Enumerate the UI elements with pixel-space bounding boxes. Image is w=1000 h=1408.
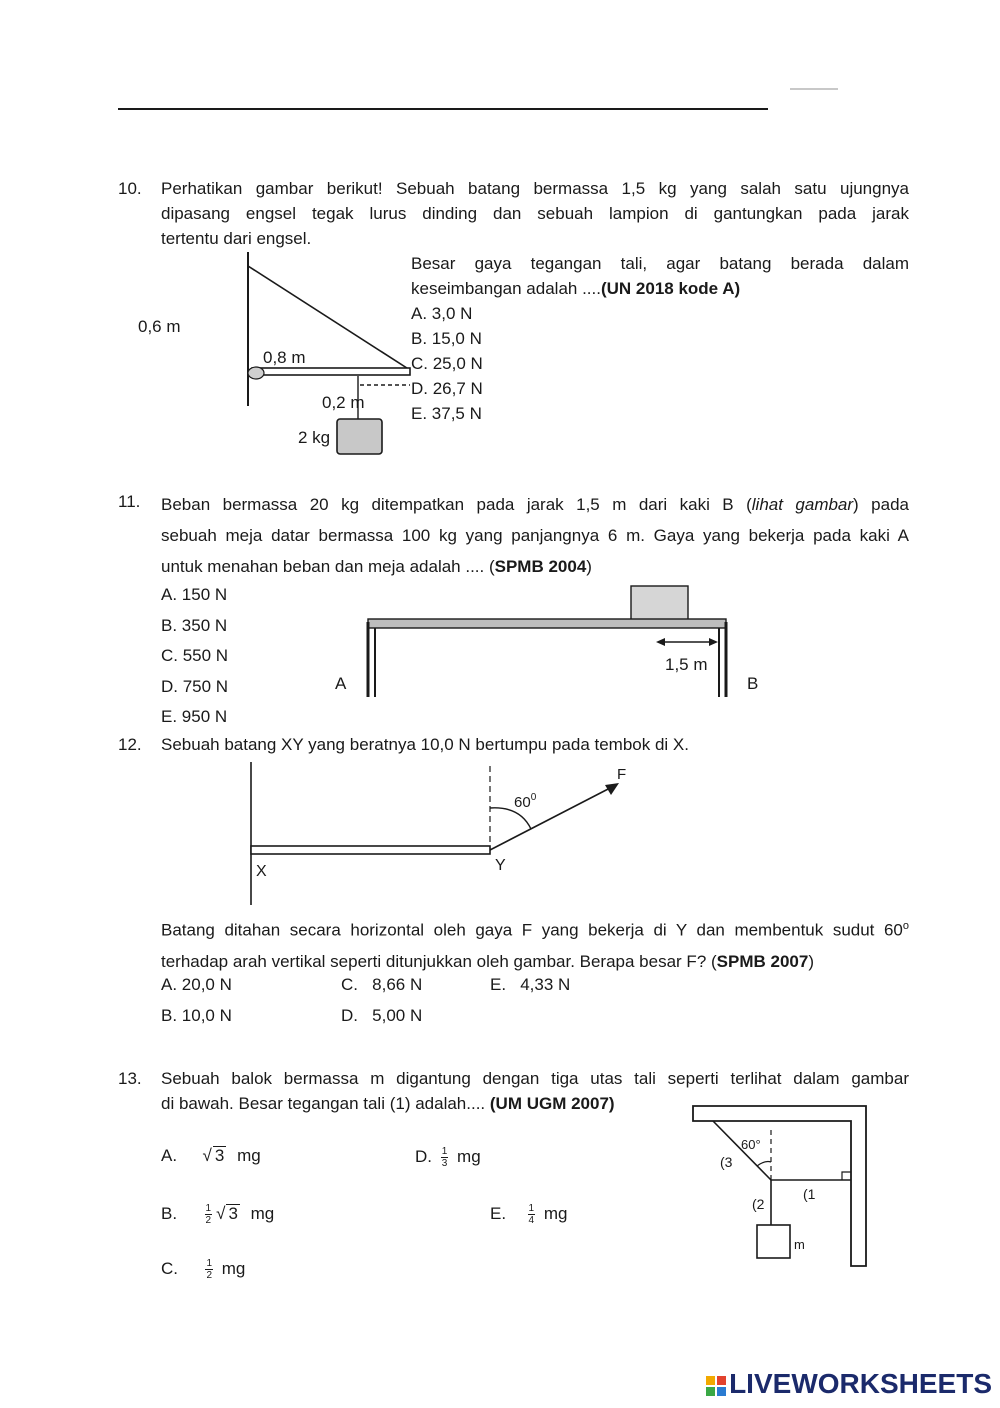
q13-option-a-unit: mg xyxy=(237,1146,261,1165)
q13-option-c-unit: mg xyxy=(221,1258,246,1278)
q13-option-b-numerator: 1 xyxy=(205,1203,212,1214)
q11-source: SPMB 2004 xyxy=(494,557,587,576)
q12-option-d[interactable]: D. 5,00 N xyxy=(341,1006,423,1025)
q13-right-angle-mark xyxy=(842,1172,851,1180)
q13-option-d-label: D. xyxy=(415,1146,432,1166)
q11-label-a: A xyxy=(335,674,347,693)
q13-line-1: Sebuah balok bermassa m digantung dengan tiga utas tali seperti terlihat dalam gambar xyxy=(161,1069,909,1088)
q10-option-d[interactable]: D. 26,7 N xyxy=(411,379,483,398)
q12-body-line-2b: ) xyxy=(808,951,814,971)
q12-source: SPMB 2007 xyxy=(716,951,809,971)
q11-line-1-italic: lihat gambar xyxy=(751,495,854,514)
q12-angle-sup: 0 xyxy=(530,792,537,803)
q10-label-mass: 2 kg xyxy=(298,428,331,447)
q13-option-e-unit: mg xyxy=(543,1203,568,1223)
q13-option-d-unit: mg xyxy=(457,1146,481,1166)
q11-number: 11. xyxy=(118,492,141,511)
q10-line-3: tertentu dari engsel. xyxy=(161,229,312,248)
q13-option-c-numerator: 1 xyxy=(206,1258,213,1269)
q13-option-b-radicand: 3 xyxy=(228,1203,238,1223)
q13-label-rope-1: (1 xyxy=(803,1186,816,1202)
q13-option-d-denominator: 3 xyxy=(441,1158,448,1169)
sqrt-icon: √ xyxy=(202,1146,212,1165)
q13-option-c-denominator: 2 xyxy=(206,1270,213,1281)
q10-option-c[interactable]: C. 25,0 N xyxy=(411,354,483,373)
q13-number: 13. xyxy=(118,1069,142,1088)
q12-body-line-1: Batang ditahan secara horizontal oleh gaya F yang bekerja di Y dan membentuk sudut 60 xyxy=(161,920,903,940)
q10-number: 10. xyxy=(118,179,142,198)
q11-option-b[interactable]: B. 350 N xyxy=(161,615,228,635)
q12-intro: Sebuah batang XY yang beratnya 10,0 N bertumpu pada tembok di X. xyxy=(161,735,689,754)
q12-option-b[interactable]: B. 10,0 N xyxy=(161,1006,232,1025)
q13-option-d-numerator: 1 xyxy=(441,1146,448,1157)
q13-label-rope-2: (2 xyxy=(752,1196,765,1212)
q10-label-offset: 0,2 m xyxy=(322,393,365,412)
q13-option-b-unit: mg xyxy=(250,1203,275,1223)
q12-number: 12. xyxy=(118,735,142,754)
q11-line-3a: untuk menahan beban dan meja adalah .... ( xyxy=(161,557,495,576)
q13-line-2a: di bawah. Besar tegangan tali (1) adalah.... xyxy=(161,1094,490,1113)
q11-label-b: B xyxy=(747,674,759,693)
q13-option-a-radicand: 3 xyxy=(214,1146,225,1165)
q10-option-e[interactable]: E. 37,5 N xyxy=(411,404,482,423)
q11-option-d[interactable]: D. 750 N xyxy=(161,676,229,696)
q13-option-b-denominator: 2 xyxy=(205,1215,212,1226)
q10-ask-line-2: keseimbangan adalah .... xyxy=(411,279,601,298)
q12-option-c[interactable]: C. 8,66 N xyxy=(341,975,423,994)
q12-degree-sup: o xyxy=(902,920,909,932)
q12-option-e[interactable]: E. 4,33 N xyxy=(490,975,571,994)
liveworksheets-logo xyxy=(705,1368,992,1400)
q10-source: (UN 2018 kode A) xyxy=(600,279,741,298)
q10-label-height: 0,6 m xyxy=(138,317,181,336)
q10-option-b[interactable]: B. 15,0 N xyxy=(411,329,482,348)
q13-option-e-denominator: 4 xyxy=(528,1215,535,1226)
q12-option-a[interactable]: A. 20,0 N xyxy=(161,975,232,994)
q13-option-e-numerator: 1 xyxy=(528,1203,535,1214)
sqrt-icon: √ xyxy=(216,1203,226,1223)
q10-line-2: dipasang engsel tegak lurus dinding dan sebuah lampion di gantungkan pada jarak xyxy=(161,204,909,223)
q10-ask-line-1: Besar gaya tegangan tali, agar batang berada dalam xyxy=(411,254,909,273)
q11-option-c[interactable]: C. 550 N xyxy=(161,646,229,665)
q13-label-rope-3: (3 xyxy=(720,1154,733,1170)
q13-option-b-label: B. xyxy=(161,1203,178,1223)
q10-option-a[interactable]: A. 3,0 N xyxy=(411,304,473,323)
q11-line-3b: ) xyxy=(586,557,592,576)
q12-angle-value: 60 xyxy=(514,794,531,811)
q10-label-length: 0,8 m xyxy=(263,348,306,367)
q12-label-f: F xyxy=(617,766,627,783)
q11-option-a[interactable]: A. 150 N xyxy=(161,585,228,604)
q13-source: (UM UGM 2007) xyxy=(489,1094,615,1113)
q13-option-c-label: C. xyxy=(161,1258,178,1278)
q13-option-e-label: E. xyxy=(490,1203,507,1223)
logo-text: LIVEWORKSHEETS xyxy=(729,1368,992,1399)
q13-option-a-label: A. xyxy=(161,1146,178,1165)
q10-line-1: Perhatikan gambar berikut! Sebuah batang bermassa 1,5 kg yang salah satu ujungnya xyxy=(161,179,909,198)
q13-label-angle: 60° xyxy=(741,1137,761,1152)
q11-line-1a: Beban bermassa 20 kg ditempatkan pada jarak 1,5 m dari kaki B ( xyxy=(161,495,752,514)
q11-line-2: sebuah meja datar bermassa 100 kg yang panjangnya 6 m. Gaya yang bekerja pada kaki A xyxy=(161,526,909,545)
q12-label-y: Y xyxy=(495,857,506,874)
q12-body-line-2a: terhadap arah vertikal seperti ditunjukkan oleh gambar. Berapa besar F? ( xyxy=(161,951,717,971)
q11-option-e[interactable]: E. 950 N xyxy=(161,707,228,726)
q13-mass-block xyxy=(757,1225,790,1258)
q13-angle-arc xyxy=(757,1162,771,1167)
q12-label-x: X xyxy=(256,863,267,880)
q11-line-1b: ) pada xyxy=(853,495,909,514)
logo-mark-icon xyxy=(705,1375,729,1397)
q13-label-mass: m xyxy=(794,1237,805,1252)
q11-label-distance: 1,5 m xyxy=(665,655,708,674)
